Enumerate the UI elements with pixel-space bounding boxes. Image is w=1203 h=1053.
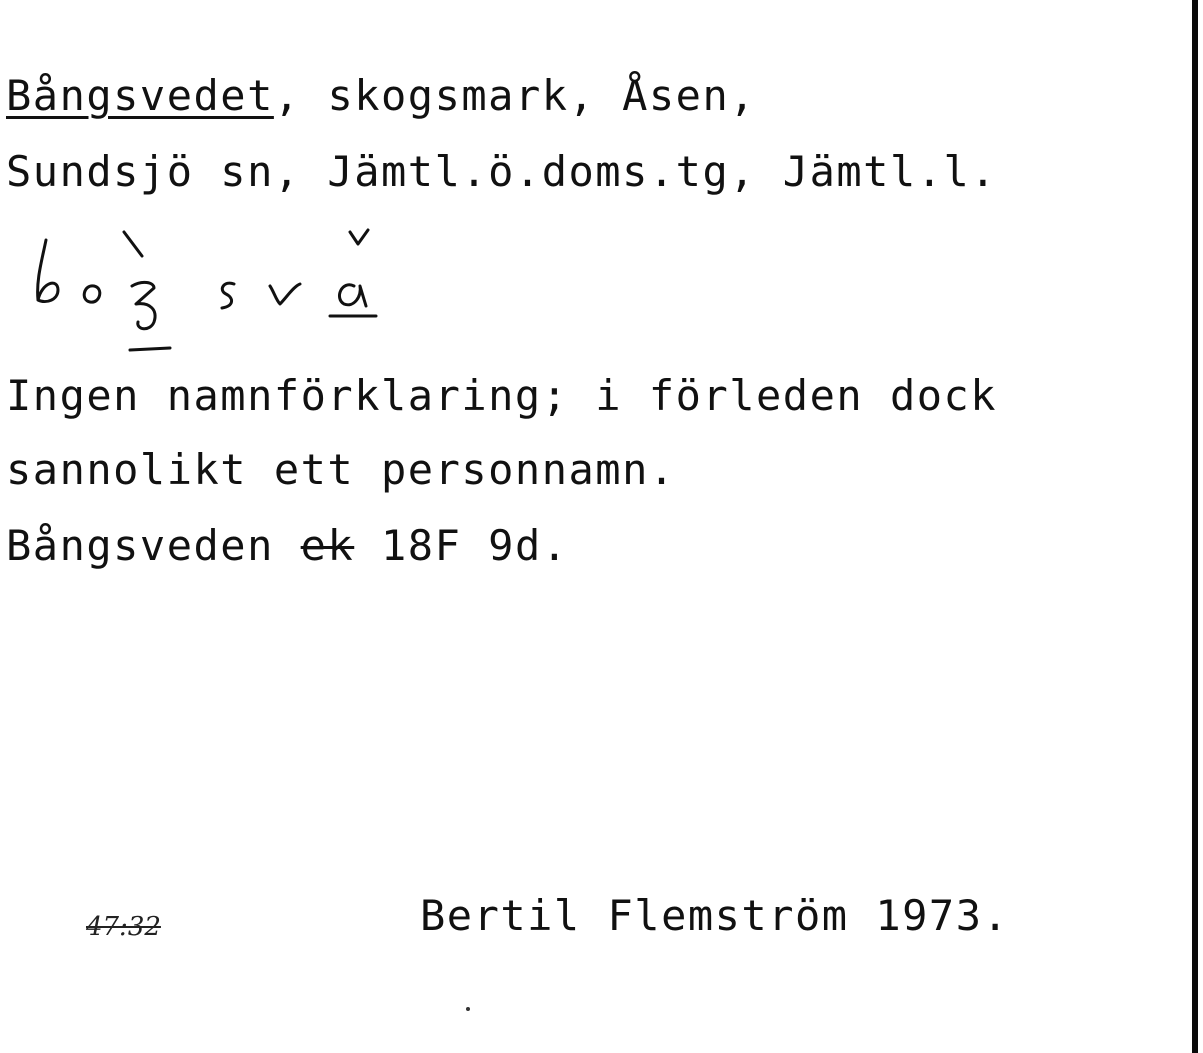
headword: Bångsvedet [6,71,274,120]
entry-line-5-end: 18F 9d. [354,521,569,570]
struck-word: ek [300,521,355,570]
entry-line-5 [6,522,569,570]
entry-line-1-rest: , skogsmark, Åsen, [273,71,757,120]
card-right-edge [1192,0,1198,1053]
stray-mark [466,1007,470,1011]
entry-line-2: Sundsjö sn, Jämtl.ö.doms.tg, Jämtl.l. [6,147,998,196]
archive-number: 47:32 [86,912,161,942]
entry-line-5-start: Bångsveden [6,521,301,570]
entry-line-4: sannolikt ett personnamn. [6,445,676,494]
handwritten-pronunciation [24,220,404,360]
signature: Bertil Flemström 1973. [420,891,1010,940]
entry-line-3: Ingen namnförklaring; i förleden dock [6,371,998,420]
entry-line-1 [6,72,756,120]
